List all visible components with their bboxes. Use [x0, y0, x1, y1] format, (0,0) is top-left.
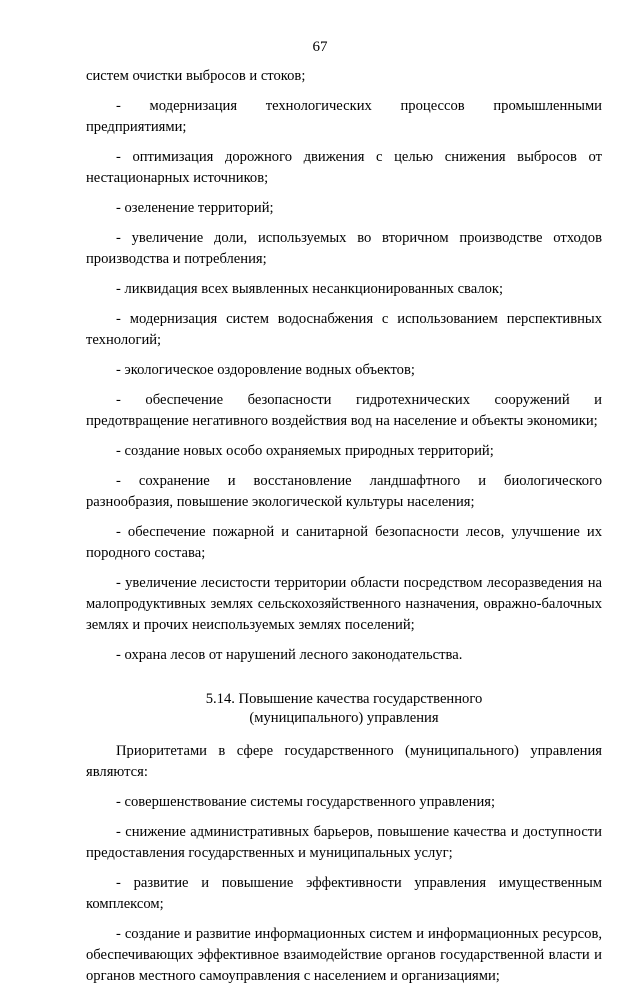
- list-item: - оптимизация дорожного движения с целью снижения выбросов от нестационарных источников;: [86, 149, 602, 186]
- list-item: - обеспечение безопасности гидротехнических сооружений и предотвращение негативного воздействия вод на население и объекты экономики;: [86, 392, 602, 429]
- list-item: - модернизация технологических процессов промышленными предприятиями;: [86, 98, 602, 135]
- list-item: - создание новых особо охраняемых природных территорий;: [116, 443, 494, 459]
- section-heading: [86, 690, 602, 728]
- list-item: - снижение административных барьеров, повышение качества и доступности предоставления государственных и муниципальных услуг;: [86, 824, 602, 861]
- list-item: - совершенствование системы государственного управления;: [116, 794, 496, 810]
- section-heading-line: (муниципального) управления: [249, 710, 439, 726]
- list-item: - обеспечение пожарной и санитарной безопасности лесов, улучшение их породного состава;: [86, 524, 602, 561]
- page-number: 67: [312, 39, 328, 55]
- list-item: - модернизация систем водоснабжения с использованием перспективных технологий;: [86, 311, 602, 348]
- list-item: - создание и развитие информационных систем и информационных ресурсов, обеспечивающих эффективное взаимодействие органов государственной власти и органов местного самоуправления с населением и организациями;: [86, 926, 602, 984]
- list-item: - ликвидация всех выявленных несанкционированных свалок;: [116, 281, 504, 297]
- list-item: - охрана лесов от нарушений лесного законодательства.: [116, 647, 463, 663]
- list-item: - развитие и повышение эффективности управления имущественным комплексом;: [86, 875, 602, 912]
- list-item: - экологическое оздоровление водных объектов;: [116, 362, 415, 378]
- section-heading-line: 5.14. Повышение качества государственного: [205, 691, 483, 707]
- list-item: - озеленение территорий;: [116, 200, 274, 216]
- list-item: - сохранение и восстановление ландшафтного и биологического разнообразия, повышение экологической культуры населения;: [86, 473, 602, 510]
- document-body: [86, 66, 602, 996]
- paragraph: систем очистки выбросов и стоков;: [86, 68, 306, 84]
- list-item: - увеличение лесистости территории области посредством лесоразведения на малопродуктивных землях сельскохозяйственного назначения, овражно-балочных землях и прочих неиспользуемых землях поселений;: [86, 575, 602, 633]
- paragraph: Приоритетами в сфере государственного (муниципального) управления являются:: [86, 743, 602, 780]
- list-item: - увеличение доли, используемых во вторичном производстве отходов производства и потребления;: [86, 230, 602, 267]
